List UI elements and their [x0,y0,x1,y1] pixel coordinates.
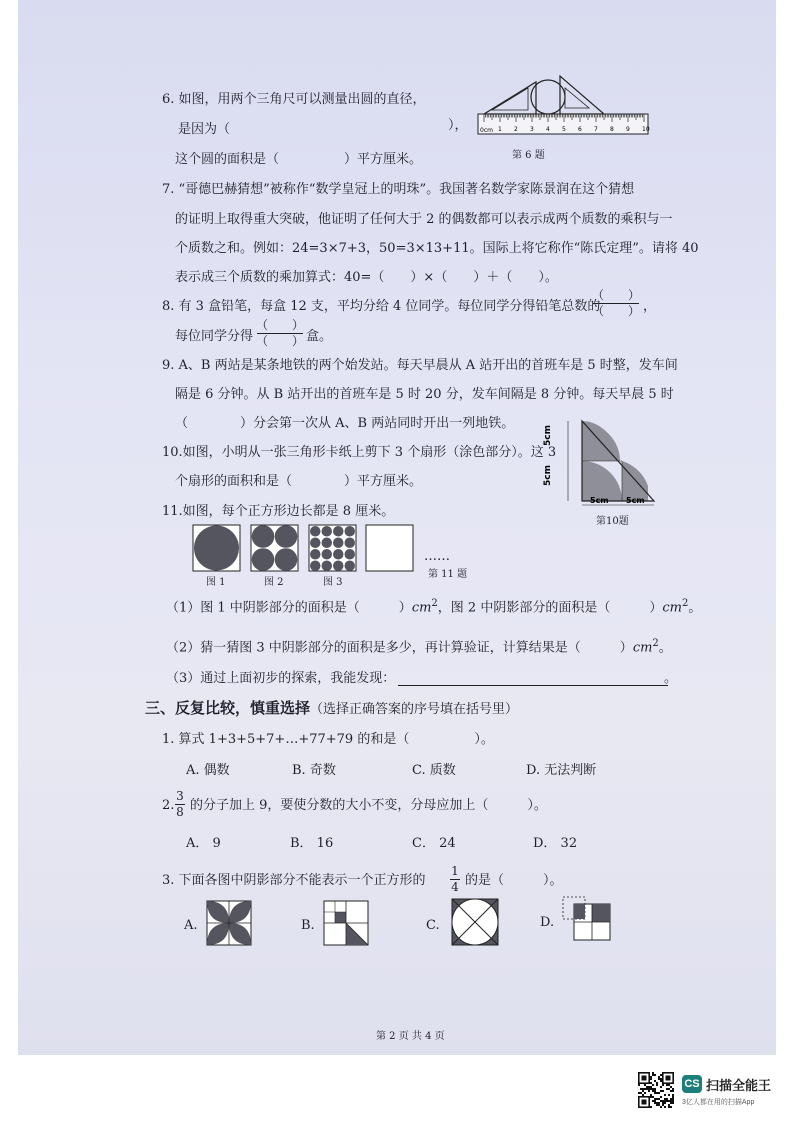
c3-option-d: D. [540,915,555,930]
q8-fraction-2: （ ） （ ） [256,318,305,348]
ruler-tick-label: 7 [594,126,598,133]
ruler-tick-label: 10 [642,126,650,133]
q11-ellipsis: …… [424,549,450,564]
ruler-tick-label: 9 [626,126,630,133]
ruler-tick-label: 1 [498,126,502,133]
q11-fig1-label: 图 1 [206,577,226,588]
c3-figure-d [560,894,612,946]
c3-figure-b [323,900,369,946]
fig3-circle [333,549,344,560]
c3-stem-a: 3. 下面各图中阴影部分不能表示一个正方形的 [162,873,426,888]
q8-line2: 每位同学分得 [175,329,254,344]
c2-fraction: 3 8 [176,789,184,819]
q11-fig2-label: 图 2 [264,577,284,588]
q11-part3: （3）通过上面初步的探索，我能发现： [166,671,396,686]
ruler-unit-label: 0cm [480,127,493,134]
c3-stem-b: 的是（ ）。 [465,873,563,888]
c3-figure-a [206,900,252,946]
ruler-tick-label: 3 [530,126,534,133]
fig3-circle [322,549,333,560]
q11-fig1 [192,524,242,572]
c3-option-b: B. [301,918,315,933]
q6-line1: 6. 如图，用两个三角尺可以测量出圆的直径， [162,92,426,107]
q11-fig2 [250,524,300,572]
q9-line2: 隔是 6 分钟。从 B 站开出的首班车是 5 时 20 分，发车间隔是 8 分钟。每天早晨 5 时 [175,387,674,402]
fig3-circle [322,538,333,549]
q6-line2b: ）， [448,118,468,133]
q10-line1: 10.如图，小明从一张三角形卡纸上剪下 3 个扇形（涂色部分）。这 3 [162,445,557,460]
q7-line2: 的证明上取得重大突破，他证明了任何大于 2 的偶数都可以表示成两个质数的乘积与一 [175,212,673,227]
q8-unit: 盒。 [306,329,333,344]
qr-code-icon [638,1072,674,1108]
q11-answer-line [398,685,668,686]
c2-option-b: B． 16 [290,836,334,851]
q10-caption: 第10题 [596,516,629,527]
q7-line1: 7. “哥德巴赫猜想”被称作“数学皇冠上的明珠”。我国著名数学家陈景润在这个猜想 [162,182,635,197]
dim-left-top: 5cm [543,425,553,446]
ruler-tick-label: 5 [562,126,566,133]
fig3-circle [345,549,356,560]
c1-option-d: D. 无法判断 [526,763,597,778]
c3-option-a: A. [184,918,198,933]
c3-fraction: 1 4 [451,864,459,894]
c2-option-a: A． 9 [186,836,221,851]
q11-fig3-label: 图 3 [323,577,343,588]
c2-option-d: D． 32 [533,836,578,851]
fig3-circle [333,526,344,537]
fig3-circle [310,538,321,549]
q9-line1: 9. A、B 两站是某条地铁的两个始发站。每天早晨从 A 站开出的首班车是 5 时整，发车间 [162,358,678,373]
q6-line3: 这个圆的面积是（ ）平方厘米。 [175,152,423,167]
c1-option-b: B. 奇数 [292,763,336,778]
q11-fig3 [308,524,358,572]
scanner-brand-name: 扫描全能王 [706,1078,772,1093]
scanner-tagline: 3亿人都在用的扫描App [682,1099,755,1106]
c2-stem: 的分子加上 9，要使分数的大小不变，分母应加上（ ）。 [190,798,547,813]
cs-logo: CS [682,1075,702,1093]
q6-line2a: 是因为（ [178,122,231,137]
q11-caption: 第 11 题 [428,569,468,580]
c1-option-a: A. 偶数 [186,763,230,778]
fig3-circle [310,526,321,537]
ruler-tick-label: 8 [610,126,614,133]
fig3-circle [345,538,356,549]
q8-fraction-1: （ ） （ ） [592,288,641,318]
fig3-circle [322,526,333,537]
q7-line3: 个质数之和。例如：24=3×7+3，50=3×13+11。国际上将它称作“陈氏定理”。请将 40 [175,241,699,256]
q11-part3-end: 。 [664,671,678,686]
q11-line1: 11.如图，每个正方形边长都是 8 厘米。 [162,504,395,519]
fig3-circle [333,538,344,549]
q7-line4: 表示成三个质数的乘加算式：40=（ ）×（ ）＋（ ）。 [175,270,558,285]
c2-option-c: C． 24 [412,836,456,851]
q11-part1: （1）图 1 中阴影部分的面积是（ ）$cm^2$，图 2 中阴影部分的面积是（ ）$cm^2$。 [166,598,702,616]
dim-bottom-right: 5cm [626,496,645,505]
c1-stem: 1. 算式 1+3+5+7+…+77+79 的和是（ ）。 [162,732,494,747]
c3-figure-c [451,898,499,946]
q9-line3: （ ）分会第一次从 A、B 两站同时开出一列地铁。 [175,416,515,431]
q10-line2: 个扇形的面积和是（ ）平方厘米。 [175,474,423,489]
fig3-circle [322,561,333,572]
q11-fig4-empty [365,524,415,572]
fig3-circle [345,526,356,537]
q8-comma: ， [643,299,657,314]
q8-line1: 8. 有 3 盒铅笔，每盒 12 支，平均分给 4 位同学。每位同学分得铅笔总数的 [162,299,601,314]
q6-caption: 第 6 题 [512,150,545,161]
c2-number: 2. [162,798,175,813]
ruler-tick-label: 4 [546,126,550,133]
ruler-tick-label: 2 [514,126,518,133]
section3-heading: 三、反复比较，慎重选择（选择正确答案的序号填在括号里） [145,699,519,717]
c3-option-c: C. [426,918,440,933]
c1-option-c: C. 质数 [412,763,456,778]
fig3-circle [333,561,344,572]
fig3-circle [310,549,321,560]
q6-ruler-triangle-figure [476,74,652,140]
fig3-circle [345,561,356,572]
dim-left-bottom: 5cm [543,465,553,486]
fig3-circle [310,561,321,572]
dim-bottom-left: 5cm [590,496,609,505]
q10-triangle-sectors-figure [543,414,658,506]
page-footer: 第 2 页 共 4 页 [376,1031,445,1042]
q11-part2: （2）猜一猜图 3 中阴影部分的面积是多少，再计算验证，计算结果是（ ）$cm^2$。 [166,638,672,656]
ruler-tick-label: 6 [578,126,582,133]
